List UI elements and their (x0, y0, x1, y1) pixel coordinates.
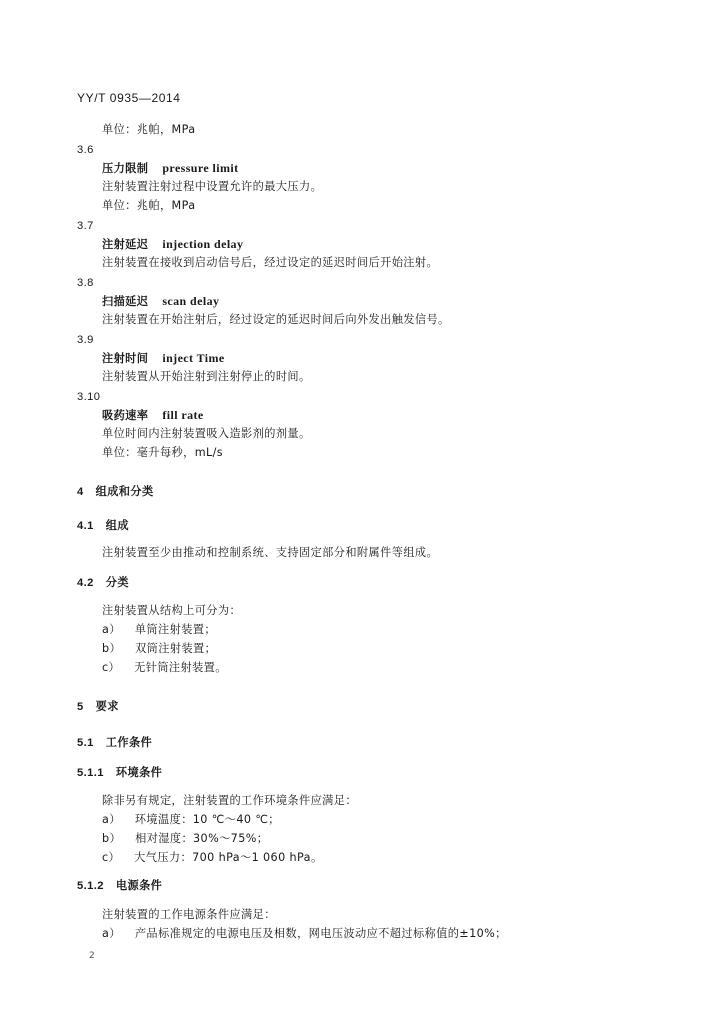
term-number: 3.7 (77, 220, 94, 232)
list-text: 大气压力：700 hPa～1 060 hPa。 (134, 851, 323, 864)
term-number: 3.8 (77, 277, 94, 289)
section-number: 5.1.1 (77, 767, 104, 779)
paragraph: 注射装置至少由推动和控制系统、支持固定部分和附属件等组成。 (102, 546, 439, 559)
section-heading (77, 485, 154, 499)
section-title: 组成和分类 (95, 485, 154, 498)
term-number: 3.10 (77, 391, 101, 403)
list-text: 单筒注射装置； (134, 623, 216, 636)
term-heading (102, 408, 204, 423)
section-heading (77, 736, 152, 750)
page-number: 2 (89, 951, 96, 961)
section-number: 5 (77, 701, 84, 713)
section-number: 4.1 (77, 520, 94, 532)
term-heading (102, 351, 225, 366)
list-marker: a） (102, 927, 121, 940)
list-text: 无针筒注射装置。 (134, 661, 227, 674)
paragraph: 注射装置从结构上可分为： (102, 604, 242, 617)
term-en: injection delay (162, 237, 244, 251)
list-marker: a） (102, 813, 121, 826)
section-heading (77, 576, 129, 590)
section-number: 5.1.2 (77, 880, 104, 892)
term-definition: 注射装置从开始注射到注射停止的时间。 (102, 370, 311, 383)
list-item (102, 642, 216, 656)
term-en: inject Time (162, 351, 225, 365)
term-number: 3.9 (77, 334, 94, 346)
list-marker: c） (102, 851, 121, 864)
list-marker: b） (102, 832, 122, 845)
section-title: 工作条件 (105, 736, 153, 749)
term-definition: 注射装置在开始注射后，经过设定的延迟时间后向外发出触发信号。 (102, 313, 450, 326)
section-heading (77, 766, 162, 780)
term-zh: 扫描延迟 (102, 295, 149, 308)
term-zh: 压力限制 (102, 162, 149, 175)
term-definition: 注射装置注射过程中设置允许的最大压力。 (102, 180, 323, 193)
term-definition: 注射装置在接收到启动信号后，经过设定的延迟时间后开始注射。 (102, 256, 439, 269)
unit-line: 单位：兆帕，MPa (102, 123, 196, 136)
term-en: scan delay (162, 294, 220, 308)
term-number: 3.6 (77, 144, 94, 156)
section-number: 4 (77, 486, 84, 498)
term-en: pressure limit (162, 161, 239, 175)
list-item (102, 832, 268, 846)
section-title: 分类 (105, 576, 129, 589)
list-marker: b） (102, 642, 122, 655)
list-item (102, 813, 280, 827)
section-heading (77, 700, 119, 714)
term-heading (102, 294, 219, 309)
paragraph: 注射装置的工作电源条件应满足： (102, 908, 276, 921)
term-zh: 吸药速率 (102, 409, 149, 422)
term-unit: 单位：毫升每秒，mL/s (102, 446, 224, 459)
list-item (102, 661, 227, 675)
list-text: 相对湿度：30%～75%； (135, 832, 269, 845)
list-marker: a） (102, 623, 121, 636)
list-item (102, 623, 216, 637)
section-title: 环境条件 (115, 766, 163, 779)
term-en: fill rate (162, 408, 204, 422)
term-definition: 单位时间内注射装置吸入造影剂的剂量。 (102, 427, 311, 440)
term-zh: 注射延迟 (102, 238, 149, 251)
section-title: 组成 (105, 519, 129, 532)
term-zh: 注射时间 (102, 352, 149, 365)
list-item (102, 927, 507, 941)
section-number: 5.1 (77, 737, 94, 749)
section-title: 要求 (95, 700, 119, 713)
section-number: 4.2 (77, 577, 94, 589)
list-item (102, 851, 323, 865)
section-title: 电源条件 (115, 879, 163, 892)
term-heading (102, 161, 239, 176)
term-heading (102, 237, 243, 252)
section-heading (77, 519, 129, 533)
term-unit: 单位：兆帕，MPa (102, 199, 196, 212)
list-text: 双筒注射装置； (135, 642, 217, 655)
list-text: 产品标准规定的电源电压及相数，网电压波动应不超过标称值的±10%； (134, 927, 507, 940)
list-marker: c） (102, 661, 121, 674)
list-text: 环境温度：10 ℃～40 ℃； (134, 813, 280, 826)
paragraph: 除非另有规定，注射装置的工作环境条件应满足： (102, 794, 357, 807)
section-heading (77, 879, 162, 893)
standard-id-header: YY/T 0935—2014 (77, 91, 181, 105)
